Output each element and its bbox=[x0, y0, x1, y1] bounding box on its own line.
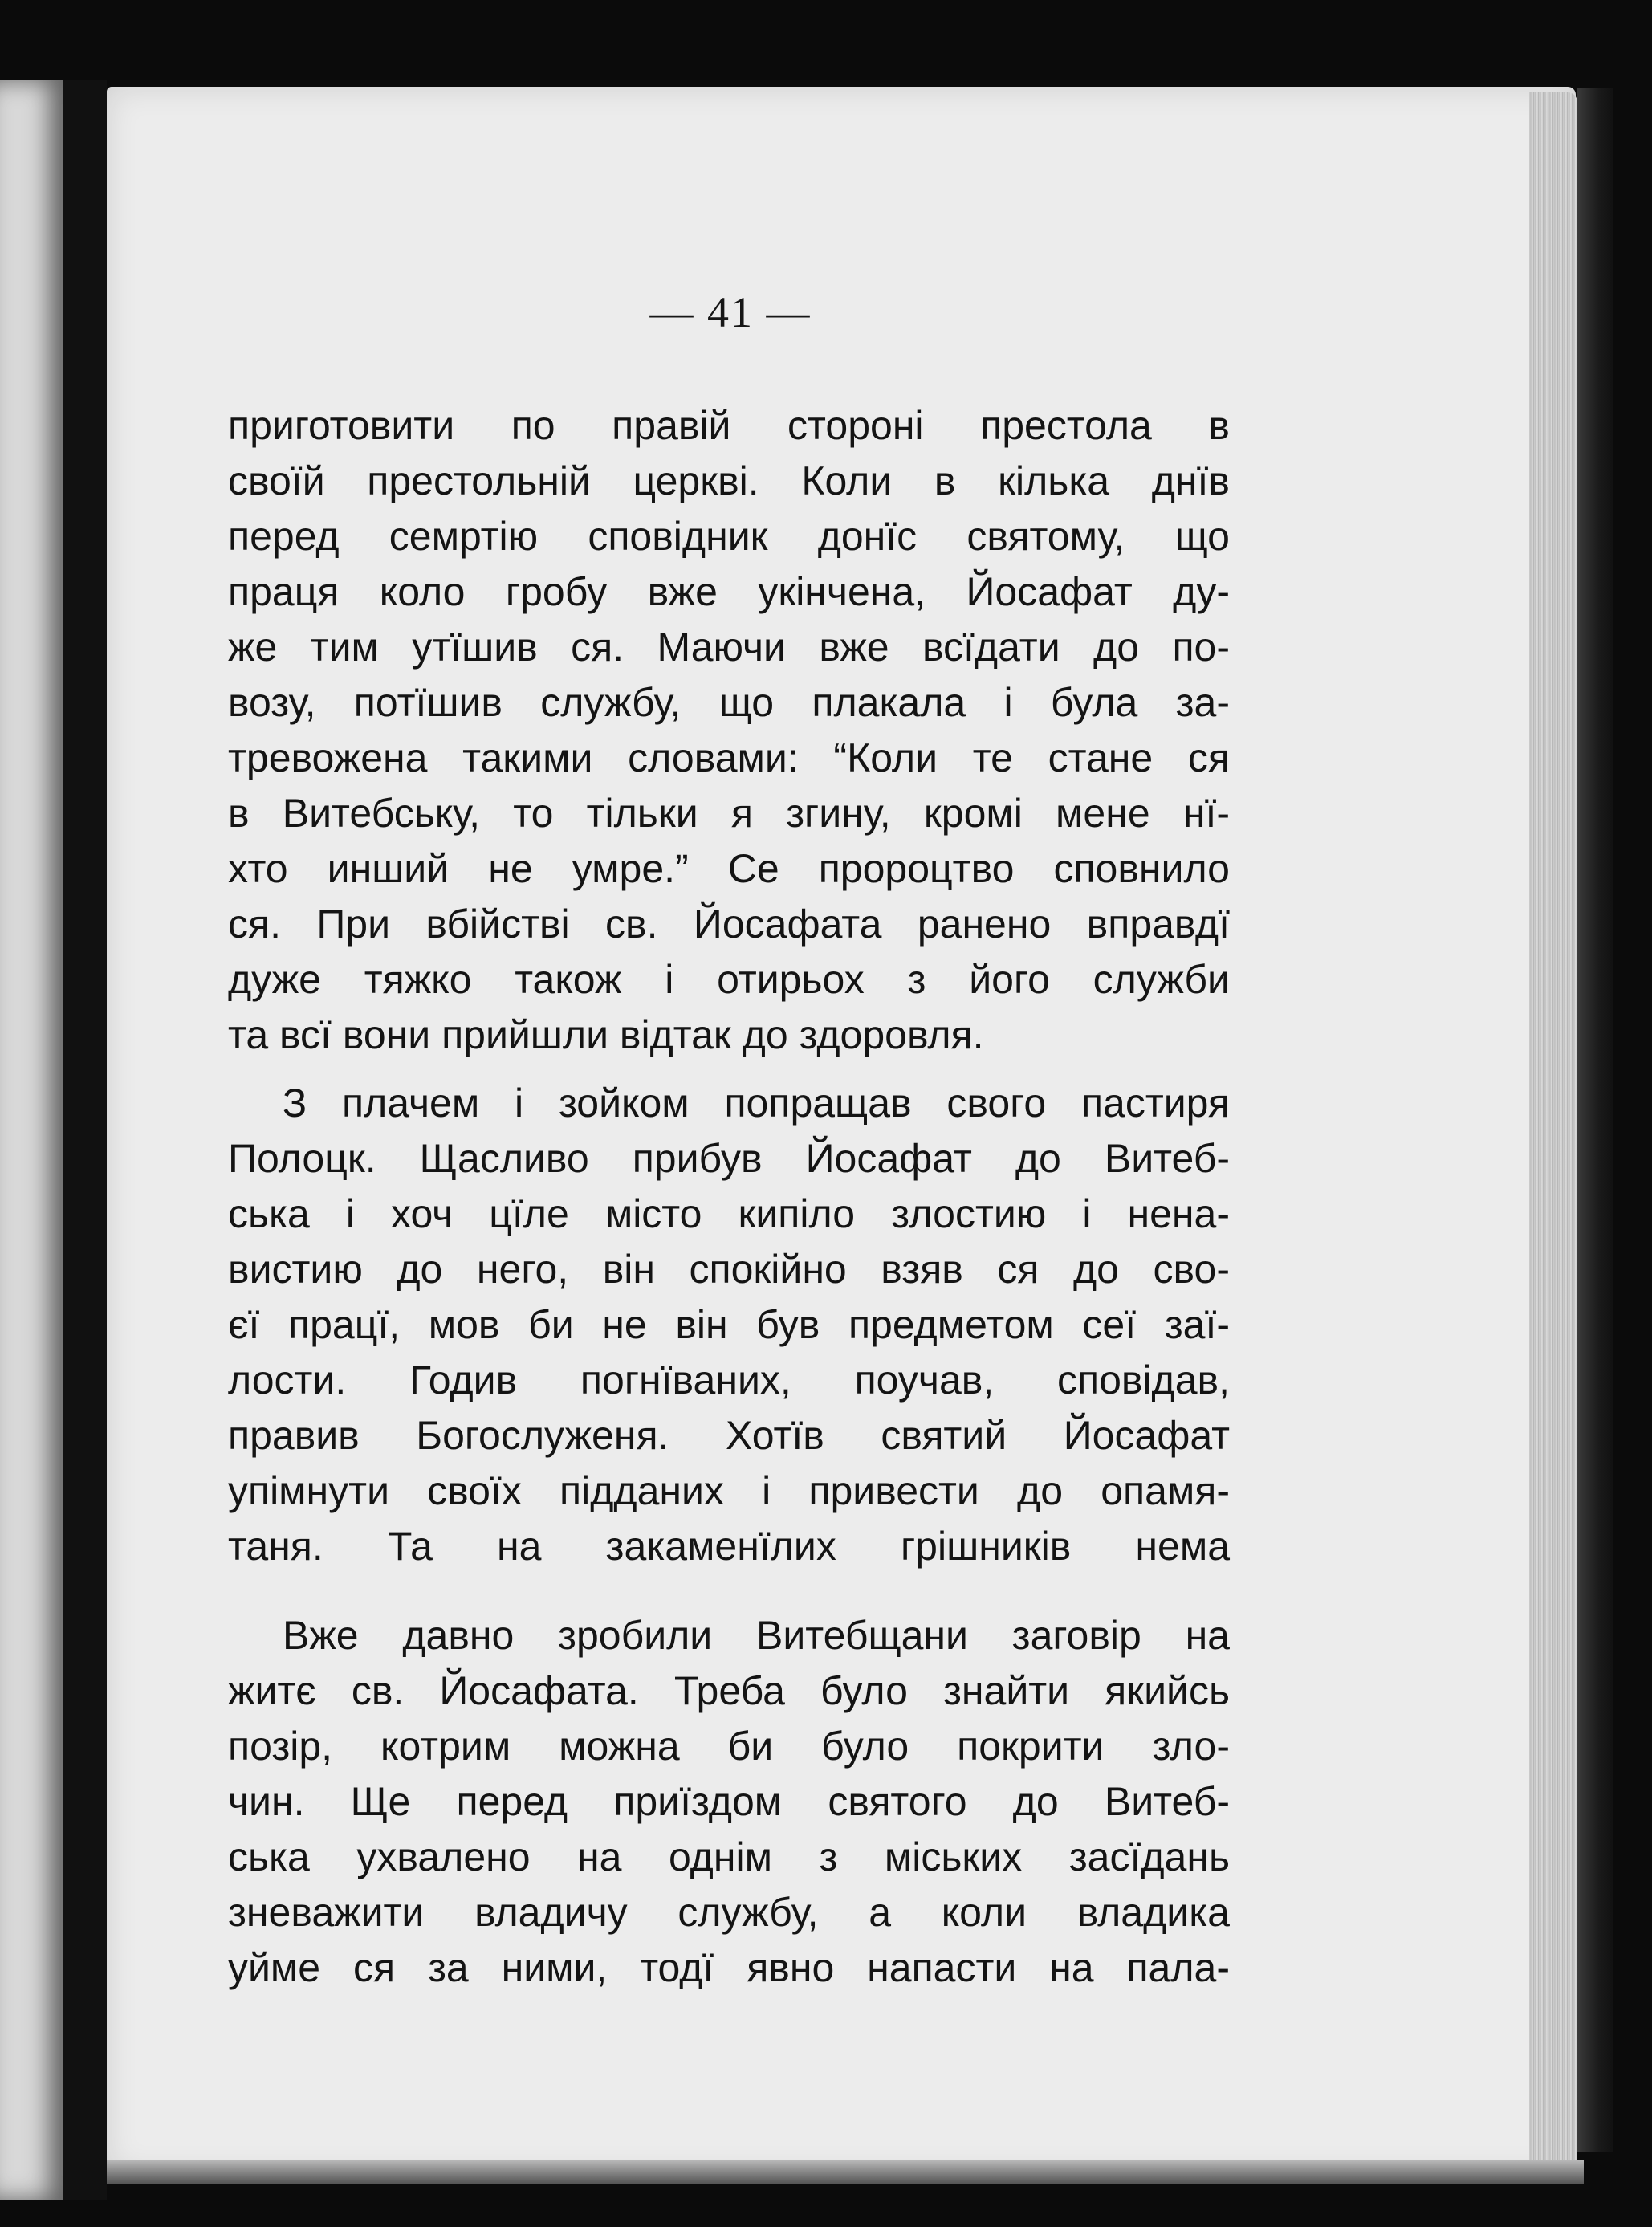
text-line: возу, потїшив службу, що плакала і була за- bbox=[228, 680, 1230, 725]
paragraph-2 bbox=[228, 1076, 1230, 1574]
text-line: ся. При вбійстві св. Йосафата ранено вправдї bbox=[228, 902, 1230, 947]
text-line: хто инший не умре.” Се пророцтво сповнило bbox=[228, 846, 1230, 891]
paragraph-1 bbox=[228, 398, 1230, 1063]
text-line: приготовити по правій стороні престола в bbox=[228, 403, 1230, 448]
text-line: уйме ся за ними, тодї явно напасти на пала- bbox=[228, 1945, 1230, 1990]
text-line: ська і хоч цїле місто кипіло злостию і нена- bbox=[228, 1191, 1230, 1236]
paragraph-3 bbox=[228, 1608, 1230, 1996]
text-line: зневажити владичу службу, а коли владика bbox=[228, 1890, 1230, 1935]
text-line: позір, котрим можна би було покрити зло- bbox=[228, 1724, 1230, 1769]
page-number: — 41 — bbox=[649, 288, 812, 336]
text-line: в Витебську, то тільки я згину, кромі мене нї- bbox=[228, 791, 1230, 836]
text-line: вистию до него, він спокійно взяв ся до сво- bbox=[228, 1247, 1230, 1292]
text-line: та всї вони прийшли відтак до здоровля. bbox=[228, 1012, 984, 1057]
text-line: правив Богослуженя. Хотїв святий Йосафат bbox=[228, 1413, 1230, 1458]
text-line: дуже тяжко також і отирьох з його служби bbox=[228, 957, 1230, 1002]
book-cover-edge bbox=[1577, 88, 1613, 2152]
text-line: перед семртію сповідник донїс святому, що bbox=[228, 514, 1230, 559]
book-gutter bbox=[63, 80, 107, 2200]
adjacent-page-edge bbox=[0, 80, 64, 2200]
text-line: праця коло гробу вже укінчена, Йосафат ду- bbox=[228, 569, 1230, 614]
page-stack-edge bbox=[1529, 92, 1577, 2172]
text-line: житє св. Йосафата. Треба було знайти якийсь bbox=[228, 1668, 1230, 1713]
text-line: ська ухвалено на однім з міських засїдань bbox=[228, 1834, 1230, 1879]
text-line: тревожена такими словами: “Коли те стане ся bbox=[228, 735, 1230, 780]
text-line: чин. Ще перед приїздом святого до Витеб- bbox=[228, 1779, 1230, 1824]
text-line: Полоцк. Щасливо прибув Йосафат до Витеб- bbox=[228, 1136, 1230, 1181]
text-line: З плачем і зойком попращав свого пастиря bbox=[283, 1081, 1230, 1126]
text-line: єї працї, мов би не він був предметом сеї заї- bbox=[228, 1302, 1230, 1347]
text-line: своїй престольній церкві. Коли в кілька днїв bbox=[228, 458, 1230, 503]
text-line: упімнути своїх підданих і привести до опамя- bbox=[228, 1468, 1230, 1513]
text-line: таня. Та на закаменїлих грішників нема bbox=[228, 1524, 1230, 1569]
text-line: же тим утїшив ся. Маючи вже всїдати до по- bbox=[228, 625, 1230, 670]
text-line: Вже давно зробили Витебщани заговір на bbox=[283, 1613, 1230, 1658]
text-line: лости. Годив погнїваних, поучав, сповідав, bbox=[228, 1358, 1230, 1403]
page-bottom-shadow bbox=[107, 2160, 1584, 2184]
